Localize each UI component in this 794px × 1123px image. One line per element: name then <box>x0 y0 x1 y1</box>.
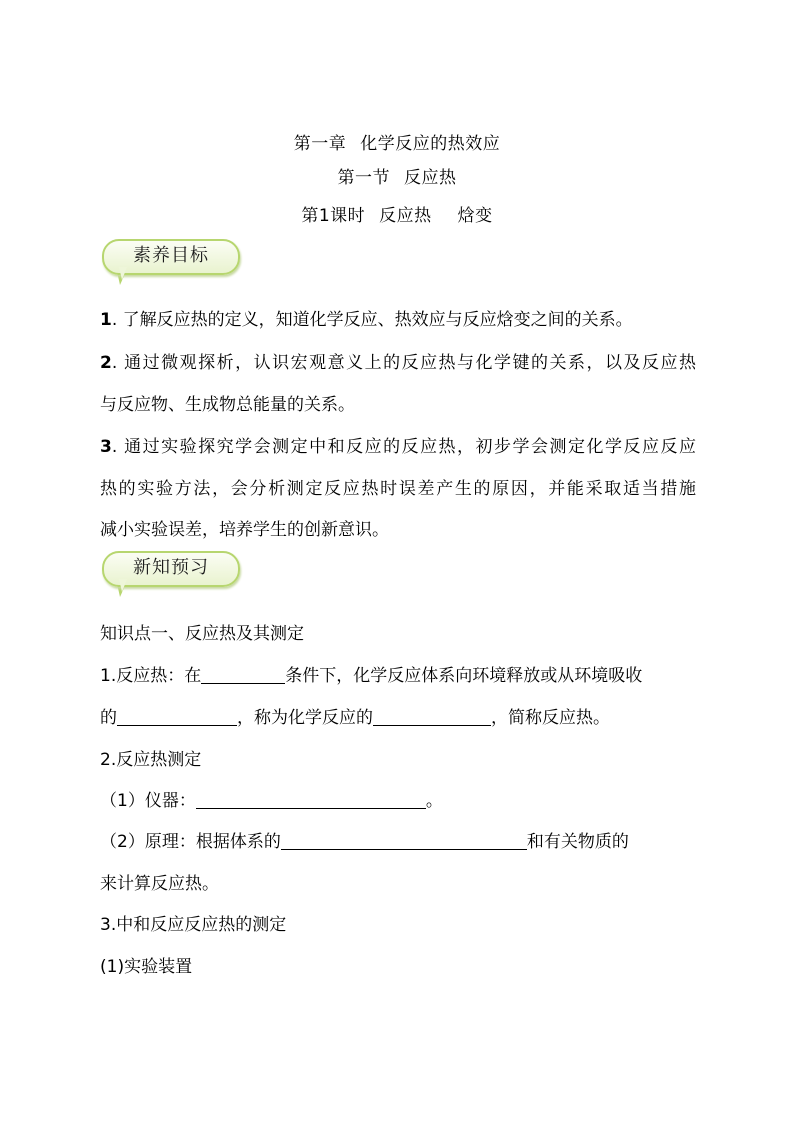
item-2-2-line-1 <box>100 827 696 852</box>
goal-1-text: . 了解反应热的定义，知道化学反应、热效应与反应焓变之间的关系。 <box>111 310 633 330</box>
item-1-text-c: 的 <box>100 708 117 728</box>
goal-2-text-a: . 通过微观探析，认识宏观意义上的反应热与化学键的关系，以及反应热 <box>111 353 696 373</box>
chapter-name: 化学反应的热效应 <box>360 134 501 154</box>
goal-2-number: 2 <box>100 353 112 373</box>
preview-label-text: 新知预习 <box>133 557 209 578</box>
lesson-title <box>0 201 794 226</box>
fill-blank-heat[interactable] <box>117 709 237 726</box>
goal-2-text-b: 与反应物、生成物总能量的关系。 <box>100 395 355 415</box>
preview-label <box>102 551 238 585</box>
goal-3-number: 3 <box>100 437 112 457</box>
item-2 <box>100 745 696 770</box>
goal-3-text-c: 减小实验误差，培养学生的创新意识。 <box>100 520 389 540</box>
goal-3-line-1 <box>100 432 696 457</box>
goal-1 <box>100 305 696 330</box>
chapter-title <box>0 129 794 154</box>
item-2-text: 2.反应热测定 <box>100 750 202 770</box>
item-2-1 <box>100 786 696 811</box>
fill-blank-reaction-heat[interactable] <box>373 709 491 726</box>
goal-3-text-a: . 通过实验探究学会测定中和反应的反应热，初步学会测定化学反应反应 <box>111 437 696 457</box>
fill-blank-instrument[interactable] <box>196 792 426 809</box>
section-number: 第一节 <box>337 168 390 188</box>
chapter-number: 第一章 <box>293 134 347 154</box>
fill-blank-condition[interactable] <box>201 667 285 684</box>
item-1-line-2 <box>100 703 696 728</box>
item-3-1-text: (1)实验装置 <box>100 957 193 977</box>
goal-2-line-2 <box>100 390 696 415</box>
lesson-number: 第1课时 <box>301 206 366 226</box>
item-1-text-e: ，简称反应热。 <box>491 708 610 728</box>
item-2-2-line-2 <box>100 869 696 894</box>
item-1-text-b: 条件下，化学反应体系向环境释放或从环境吸收 <box>285 666 643 686</box>
item-2-2-text-b: 和有关物质的 <box>526 832 629 852</box>
goal-2-line-1 <box>100 348 696 373</box>
knowledge-point-1-text: 知识点一、反应热及其测定 <box>100 624 304 644</box>
goals-label-text: 素养目标 <box>133 245 209 266</box>
section-title <box>0 163 794 188</box>
item-2-2-text-a: （2）原理：根据体系的 <box>100 832 281 852</box>
item-1-text-a: 1.反应热：在 <box>100 666 202 686</box>
lesson-topic-2: 焓变 <box>457 206 493 226</box>
item-3-1 <box>100 952 696 977</box>
item-3 <box>100 910 696 935</box>
item-2-1-text-a: （1）仪器： <box>100 791 196 811</box>
item-1-text-d: ，称为化学反应的 <box>237 708 373 728</box>
fill-blank-principle[interactable] <box>281 833 527 850</box>
item-2-2-text-c: 来计算反应热。 <box>100 874 219 894</box>
goal-1-number: 1 <box>100 310 112 330</box>
knowledge-point-1 <box>100 619 696 644</box>
item-1-line-1 <box>100 661 696 686</box>
section-name: 反应热 <box>404 168 457 188</box>
lesson-topic-1: 反应热 <box>379 206 432 226</box>
goal-3-line-3 <box>100 515 696 540</box>
item-3-text: 3.中和反应反应热的测定 <box>100 915 287 935</box>
goal-3-line-2 <box>100 474 696 499</box>
goals-label <box>102 239 238 273</box>
item-2-1-text-b: 。 <box>425 791 443 811</box>
goal-3-text-b: 热的实验方法，会分析测定反应热时误差产生的原因，并能采取适当措施 <box>100 479 696 499</box>
